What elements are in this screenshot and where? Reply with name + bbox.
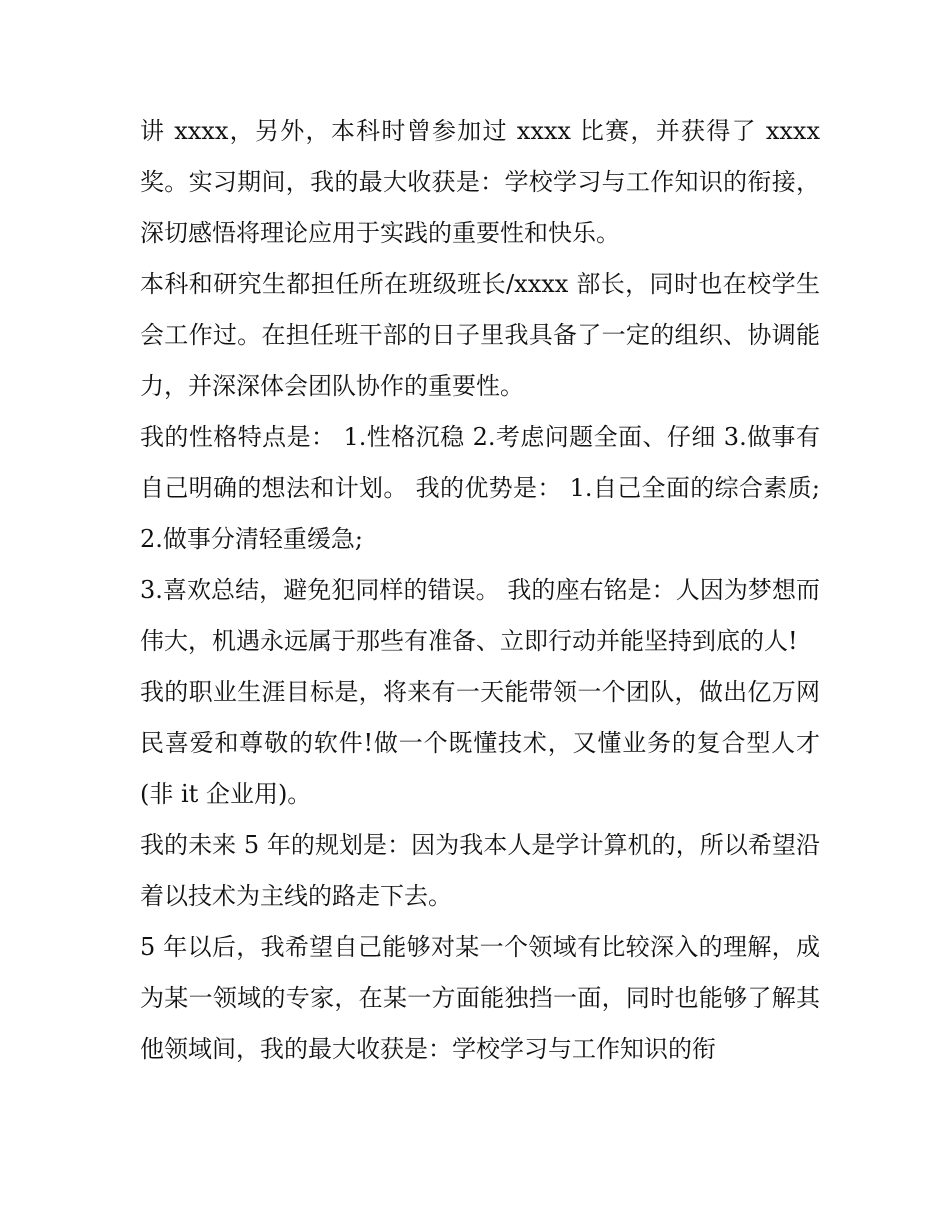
- paragraph-five-year-plan: 我的未来 5 年的规划是：因为我本人是学计算机的，所以希望沿着以技术为主线的路走下去。: [140, 831, 820, 910]
- paragraph-internship: 讲 xxxx，另外，本科时曾参加过 xxxx 比赛，并获得了 xxxx 奖。实习期间，我的最大收获是：学校学习与工作知识的衔接，深切感悟将理论应用于实践的重要性和快乐。: [140, 117, 820, 247]
- paragraph-personality: 我的性格特点是： 1.性格沉稳 2.考虑问题全面、仔细 3.做事有自己明确的想法和计划。 我的优势是： 1.自己全面的综合素质; 2.做事分清轻重缓急;: [140, 423, 820, 553]
- paragraph-after-five-years: 5 年以后，我希望自己能够对某一个领域有比较深入的理解，成为某一领域的专家，在某一方面能独挡一面，同时也能够了解其他领域间，我的最大收获是：学校学习与工作知识的衔: [140, 933, 820, 1063]
- document-body: [140, 106, 820, 1075]
- paragraph-leadership: 本科和研究生都担任所在班级班长/xxxx 部长，同时也在校学生会工作过。在担任班干部的日子里我具备了一定的组织、协调能力，并深深体会团队协作的重要性。: [140, 270, 820, 400]
- paragraph-motto: 3.喜欢总结，避免犯同样的错误。 我的座右铭是：人因为梦想而伟大，机遇永远属于那些有准备、立即行动并能坚持到底的人!: [140, 576, 820, 655]
- paragraph-career-goal: 我的职业生涯目标是，将来有一天能带领一个团队，做出亿万网民喜爱和尊敬的软件!做一个既懂技术，又懂业务的复合型人才(非 it 企业用)。: [140, 678, 820, 808]
